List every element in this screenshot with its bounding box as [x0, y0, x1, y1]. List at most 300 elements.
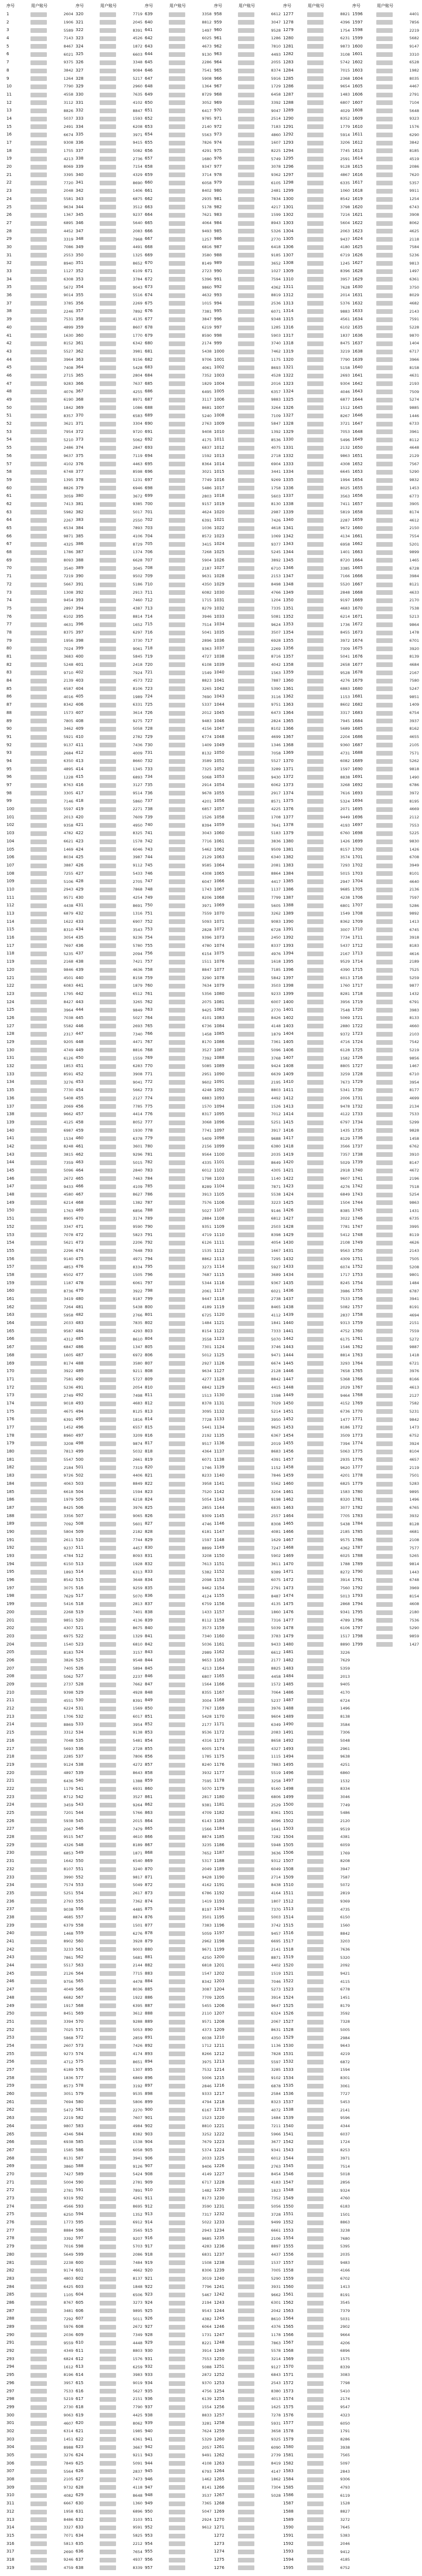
masked-account	[237, 404, 282, 412]
redaction-blur	[376, 695, 393, 699]
account-tail-digits: 2153	[271, 574, 281, 579]
row-index: 140	[6, 1128, 15, 1133]
row-index: 1790	[352, 1569, 363, 1575]
redaction-blur	[238, 237, 254, 242]
masked-account	[30, 67, 74, 75]
row-index: 1440	[283, 1321, 294, 1326]
masked-account	[237, 1062, 282, 1071]
row-index: 811	[145, 1393, 153, 1398]
masked-account	[376, 645, 420, 653]
redaction-blur	[307, 414, 324, 418]
account-tail-digits: 9528	[271, 28, 281, 33]
masked-account	[168, 958, 213, 966]
redaction-blur	[30, 1008, 47, 1013]
redaction-blur	[238, 1393, 254, 1398]
row-index: 440	[76, 975, 84, 980]
row-index: 1617	[352, 180, 363, 185]
row-index: 1097	[214, 1128, 224, 1133]
masked-account	[168, 1376, 213, 1384]
redaction-blur	[376, 871, 393, 876]
masked-account	[30, 838, 74, 846]
masked-account	[237, 324, 282, 332]
redaction-blur	[307, 1169, 324, 1173]
account-tail-digits: 1930	[132, 1128, 142, 1133]
account-tail-digits: 5903	[271, 333, 281, 338]
redaction-blur	[307, 1088, 324, 1093]
redaction-blur	[30, 1490, 47, 1494]
row-index: 1304	[283, 228, 294, 233]
masked-account	[168, 131, 213, 139]
masked-account	[376, 1512, 420, 1520]
redaction-blur	[169, 429, 185, 434]
account-tail-digits: 5527	[271, 759, 281, 764]
account-tail-digits: 5356	[202, 991, 212, 997]
row-index: 120	[6, 967, 15, 972]
masked-account	[99, 845, 144, 854]
account-tail-digits: 7295	[271, 1256, 281, 1261]
redaction-blur	[376, 341, 393, 346]
redaction-blur	[307, 518, 324, 523]
account-tail-digits: 1746	[202, 1465, 212, 1470]
table-row	[5, 1078, 420, 1086]
masked-account	[168, 942, 213, 950]
masked-account	[376, 797, 420, 805]
masked-account	[168, 950, 213, 958]
account-tail-digits: 7542	[409, 1040, 419, 1045]
redaction-blur	[169, 550, 185, 555]
redaction-blur	[238, 783, 254, 788]
account-tail-digits: 1717	[340, 1272, 350, 1278]
redaction-blur	[100, 1522, 116, 1526]
row-index: 1359	[283, 670, 294, 675]
account-tail-digits: 8317	[202, 1112, 212, 1117]
masked-account	[30, 1119, 74, 1127]
account-tail-digits: 4716	[340, 1040, 350, 1045]
masked-account	[30, 147, 74, 155]
redaction-blur	[238, 133, 254, 137]
account-tail-digits: 4618	[271, 526, 281, 531]
redaction-blur	[376, 727, 393, 732]
masked-account	[376, 1560, 420, 1568]
table-row	[5, 428, 420, 436]
table-row	[5, 1167, 420, 1175]
row-index: 181	[6, 1457, 15, 1462]
row-index: 1705	[352, 886, 363, 892]
row-index: 367	[76, 389, 84, 394]
redaction-blur	[238, 542, 254, 547]
redaction-blur	[238, 943, 254, 948]
account-tail-digits: 1478	[409, 630, 419, 635]
masked-account	[237, 1520, 282, 1528]
redaction-blur	[30, 1313, 47, 1318]
account-tail-digits: 3276	[63, 1079, 73, 1085]
row-index: 125	[6, 1007, 15, 1013]
account-tail-digits: 4673	[202, 44, 212, 49]
row-index: 671	[145, 269, 153, 274]
row-index: 1106	[214, 1200, 224, 1205]
account-tail-digits: 8174	[63, 1360, 73, 1366]
row-index: 159	[6, 1280, 15, 1285]
masked-account	[30, 50, 74, 59]
row-index: 1039	[214, 662, 224, 667]
account-tail-digits: 6895	[63, 221, 73, 226]
masked-account	[30, 1143, 74, 1151]
redaction-blur	[169, 1249, 185, 1254]
row-index: 1350	[283, 598, 294, 603]
redaction-blur	[169, 510, 185, 514]
account-tail-digits: 5041	[202, 630, 212, 635]
masked-account	[376, 886, 420, 894]
masked-account	[237, 107, 282, 115]
masked-account	[168, 372, 213, 380]
row-index: 1747	[352, 1224, 363, 1229]
redaction-blur	[169, 1193, 185, 1197]
masked-account	[307, 1095, 351, 1103]
row-index: 442	[76, 991, 84, 996]
masked-account	[30, 516, 74, 524]
account-tail-digits: 9885	[409, 405, 419, 410]
redaction-blur	[376, 662, 393, 667]
masked-account	[30, 966, 74, 974]
redaction-blur	[238, 936, 254, 940]
account-tail-digits: 2013	[63, 815, 73, 820]
redaction-blur	[376, 984, 393, 989]
account-tail-digits: 2086	[409, 164, 419, 170]
masked-account	[168, 1174, 213, 1183]
row-index: 1135	[214, 1433, 224, 1438]
redaction-blur	[100, 502, 116, 507]
account-tail-digits: 2219	[409, 28, 419, 33]
row-index: 1632	[352, 300, 363, 306]
masked-account	[168, 1183, 213, 1191]
redaction-blur	[238, 1426, 254, 1430]
redaction-blur	[30, 799, 47, 804]
row-index: 1646	[352, 413, 363, 418]
masked-account	[307, 1335, 351, 1343]
table-row	[5, 1022, 420, 1030]
row-index: 1373	[283, 783, 294, 788]
masked-account	[99, 1536, 144, 1544]
account-tail-digits: 8681	[202, 405, 212, 410]
redaction-blur	[238, 1514, 254, 1518]
masked-account	[99, 1544, 144, 1552]
row-index: 1718	[352, 991, 363, 996]
account-tail-digits: 6012	[202, 1168, 212, 1173]
row-index: 1327	[283, 413, 294, 418]
redaction-blur	[307, 1554, 324, 1559]
redaction-blur	[100, 960, 116, 964]
account-tail-digits: 3946	[202, 614, 212, 619]
account-tail-digits: 5259	[409, 975, 419, 980]
account-tail-digits: 5672	[63, 285, 73, 290]
redaction-blur	[100, 1450, 116, 1454]
account-tail-digits: 6417	[202, 108, 212, 113]
table-row	[5, 11, 420, 19]
account-tail-digits: 9883	[340, 309, 350, 314]
masked-account	[30, 1327, 74, 1335]
redaction-blur	[100, 1433, 116, 1438]
row-index: 1118	[214, 1297, 224, 1302]
row-index: 1397	[283, 975, 294, 980]
row-index: 693	[145, 445, 153, 451]
redaction-blur	[100, 1377, 116, 1382]
account-tail-digits: 6190	[63, 397, 73, 402]
row-index: 371	[76, 421, 84, 426]
masked-account	[168, 1231, 213, 1239]
redaction-blur	[30, 1530, 47, 1535]
account-tail-digits: 7635	[132, 92, 142, 97]
redaction-blur	[376, 743, 393, 747]
redaction-blur	[100, 414, 116, 418]
account-tail-digits: 6340	[271, 855, 281, 860]
row-index: 1775	[352, 1449, 363, 1454]
redaction-blur	[30, 197, 47, 202]
account-tail-digits: 8374	[271, 68, 281, 73]
row-index: 326	[76, 60, 84, 65]
table-row	[5, 452, 420, 461]
masked-account	[237, 75, 282, 83]
masked-account	[237, 669, 282, 677]
masked-account	[99, 340, 144, 348]
table-row	[5, 677, 420, 685]
row-index: 1610	[352, 124, 363, 129]
masked-account	[376, 1199, 420, 1207]
redaction-blur	[307, 1441, 324, 1446]
masked-account	[168, 1207, 213, 1215]
account-tail-digits: 6754	[409, 710, 419, 716]
row-index: 1676	[352, 654, 363, 659]
account-tail-digits: 2418	[132, 662, 142, 667]
masked-account	[30, 990, 74, 998]
masked-account	[376, 1159, 420, 1167]
masked-account	[307, 1383, 351, 1392]
account-tail-digits: 5927	[271, 1264, 281, 1270]
masked-account	[168, 364, 213, 372]
account-tail-digits: 6877	[340, 397, 350, 402]
row-index: 1696	[352, 814, 363, 820]
account-tail-digits: 8195	[409, 798, 419, 804]
account-tail-digits: 1928	[132, 1561, 142, 1566]
redaction-blur	[307, 1209, 324, 1213]
masked-account	[168, 1111, 213, 1119]
row-index: 1083	[214, 1015, 224, 1020]
masked-account	[30, 1528, 74, 1536]
row-index: 1785	[352, 1529, 363, 1534]
redaction-blur	[169, 1433, 185, 1438]
redaction-blur	[30, 1289, 47, 1294]
account-tail-digits: 9047	[271, 108, 281, 113]
masked-account	[307, 131, 351, 139]
masked-account	[237, 50, 282, 59]
row-index: 1726	[352, 1055, 363, 1061]
column-header-account: 用户账号	[377, 4, 393, 9]
row-index: 444	[76, 1007, 84, 1013]
row-index: 747	[145, 879, 153, 884]
account-tail-digits: 3095	[202, 1409, 212, 1414]
table-row	[5, 1440, 420, 1448]
masked-account	[307, 1287, 351, 1295]
redaction-blur	[376, 879, 393, 884]
masked-account	[307, 1496, 351, 1504]
account-tail-digits: 5408	[63, 1096, 73, 1101]
account-tail-digits: 1382	[132, 1200, 142, 1206]
redaction-blur	[376, 277, 393, 282]
redaction-blur	[169, 815, 185, 820]
row-index: 489	[76, 1369, 84, 1374]
redaction-blur	[307, 840, 324, 844]
masked-account	[168, 404, 213, 412]
masked-account	[30, 1480, 74, 1488]
redaction-blur	[238, 494, 254, 499]
masked-account	[99, 243, 144, 252]
row-index: 77	[6, 622, 12, 627]
masked-account	[376, 107, 420, 115]
account-tail-digits: 2206	[132, 1240, 142, 1245]
redaction-blur	[238, 799, 254, 804]
masked-account	[307, 428, 351, 436]
row-index: 1092	[214, 1088, 224, 1093]
redaction-blur	[307, 631, 324, 635]
masked-account	[237, 741, 282, 749]
row-index: 110	[6, 886, 15, 892]
redaction-blur	[307, 478, 324, 483]
masked-account	[168, 974, 213, 982]
redaction-blur	[376, 607, 393, 611]
masked-account	[376, 283, 420, 292]
row-index: 423	[76, 838, 84, 844]
row-index: 1361	[283, 686, 294, 691]
account-tail-digits: 1204	[271, 598, 281, 603]
account-tail-digits: 2196	[409, 1176, 419, 1181]
account-tail-digits: 1788	[340, 1561, 350, 1566]
account-tail-digits: 2271	[132, 807, 142, 812]
masked-account	[99, 1167, 144, 1175]
row-index: 965	[214, 67, 222, 73]
row-index: 1151	[214, 1561, 224, 1566]
redaction-blur	[238, 1289, 254, 1294]
redaction-blur	[238, 1602, 254, 1607]
account-tail-digits: 7533	[340, 1297, 350, 1302]
row-index: 173	[6, 1393, 15, 1398]
row-index: 1070	[214, 911, 224, 916]
table-header-row	[5, 2, 420, 11]
masked-account	[99, 1359, 144, 1367]
redaction-blur	[307, 655, 324, 659]
row-index: 469	[76, 1208, 84, 1213]
redaction-blur	[169, 831, 185, 836]
redaction-blur	[169, 783, 185, 788]
row-index: 398	[76, 638, 84, 643]
row-index: 493	[76, 1400, 84, 1406]
masked-account	[376, 404, 420, 412]
account-tail-digits: 9437	[340, 236, 350, 242]
masked-account	[307, 1038, 351, 1047]
row-index: 397	[76, 629, 84, 635]
account-tail-digits: 1404	[409, 341, 419, 346]
redaction-blur	[376, 1136, 393, 1141]
redaction-blur	[376, 719, 393, 723]
masked-account	[30, 11, 74, 19]
masked-account	[376, 331, 420, 340]
redaction-blur	[307, 109, 324, 113]
account-tail-digits: 1770	[132, 333, 142, 338]
row-index: 797	[145, 1280, 153, 1285]
account-tail-digits: 9493	[202, 228, 212, 233]
masked-account	[307, 219, 351, 228]
masked-account	[99, 797, 144, 805]
table-row	[5, 1568, 420, 1576]
row-index: 434	[76, 927, 84, 932]
redaction-blur	[376, 1538, 393, 1542]
masked-account	[99, 275, 144, 283]
masked-account	[30, 404, 74, 412]
row-index: 1352	[283, 614, 294, 619]
masked-account	[99, 388, 144, 396]
row-index: 448	[76, 1040, 84, 1045]
redaction-blur	[238, 1433, 254, 1438]
masked-account	[237, 155, 282, 163]
row-index: 119	[6, 959, 15, 964]
row-index: 1119	[214, 1304, 224, 1309]
row-index: 988	[214, 252, 222, 258]
account-tail-digits: 7648	[132, 1248, 142, 1254]
row-index: 1396	[283, 967, 294, 972]
masked-account	[376, 524, 420, 533]
row-index: 974	[214, 140, 222, 145]
account-tail-digits: 5689	[340, 726, 350, 732]
redaction-blur	[30, 1506, 47, 1511]
row-index: 1384	[283, 871, 294, 876]
row-index: 807	[145, 1360, 153, 1366]
account-tail-digits: 3265	[132, 999, 142, 1004]
account-tail-digits: 9571	[63, 895, 73, 900]
account-tail-digits: 7846	[271, 1473, 281, 1478]
masked-account	[168, 1448, 213, 1456]
redaction-blur	[238, 365, 254, 370]
row-index: 1474	[283, 1593, 294, 1599]
redaction-blur	[30, 1433, 47, 1438]
redaction-blur	[169, 1128, 185, 1133]
redaction-blur	[169, 566, 185, 571]
masked-account	[30, 1215, 74, 1223]
account-tail-digits: 7887	[271, 678, 281, 683]
masked-account	[30, 1062, 74, 1071]
masked-account	[168, 348, 213, 356]
account-tail-digits: 4415	[271, 1385, 281, 1390]
redaction-blur	[376, 1193, 393, 1197]
row-index: 325	[76, 52, 84, 57]
row-index: 1667	[352, 581, 363, 587]
account-tail-digits: 5563	[202, 132, 212, 137]
account-tail-digits: 2450	[271, 935, 281, 940]
redaction-blur	[307, 662, 324, 667]
masked-account	[376, 1528, 420, 1536]
masked-account	[307, 612, 351, 621]
row-index: 1738	[352, 1152, 363, 1157]
account-tail-digits: 4217	[271, 204, 281, 209]
row-index: 1673	[352, 629, 363, 635]
table-body	[5, 11, 420, 2572]
redaction-blur	[238, 703, 254, 708]
redaction-blur	[169, 583, 185, 587]
redaction-blur	[169, 1490, 185, 1494]
row-index: 655	[145, 140, 153, 145]
masked-account	[237, 765, 282, 773]
row-index: 1005	[214, 389, 224, 394]
masked-account	[376, 468, 420, 476]
redaction-blur	[100, 1112, 116, 1117]
row-index: 414	[76, 766, 84, 771]
